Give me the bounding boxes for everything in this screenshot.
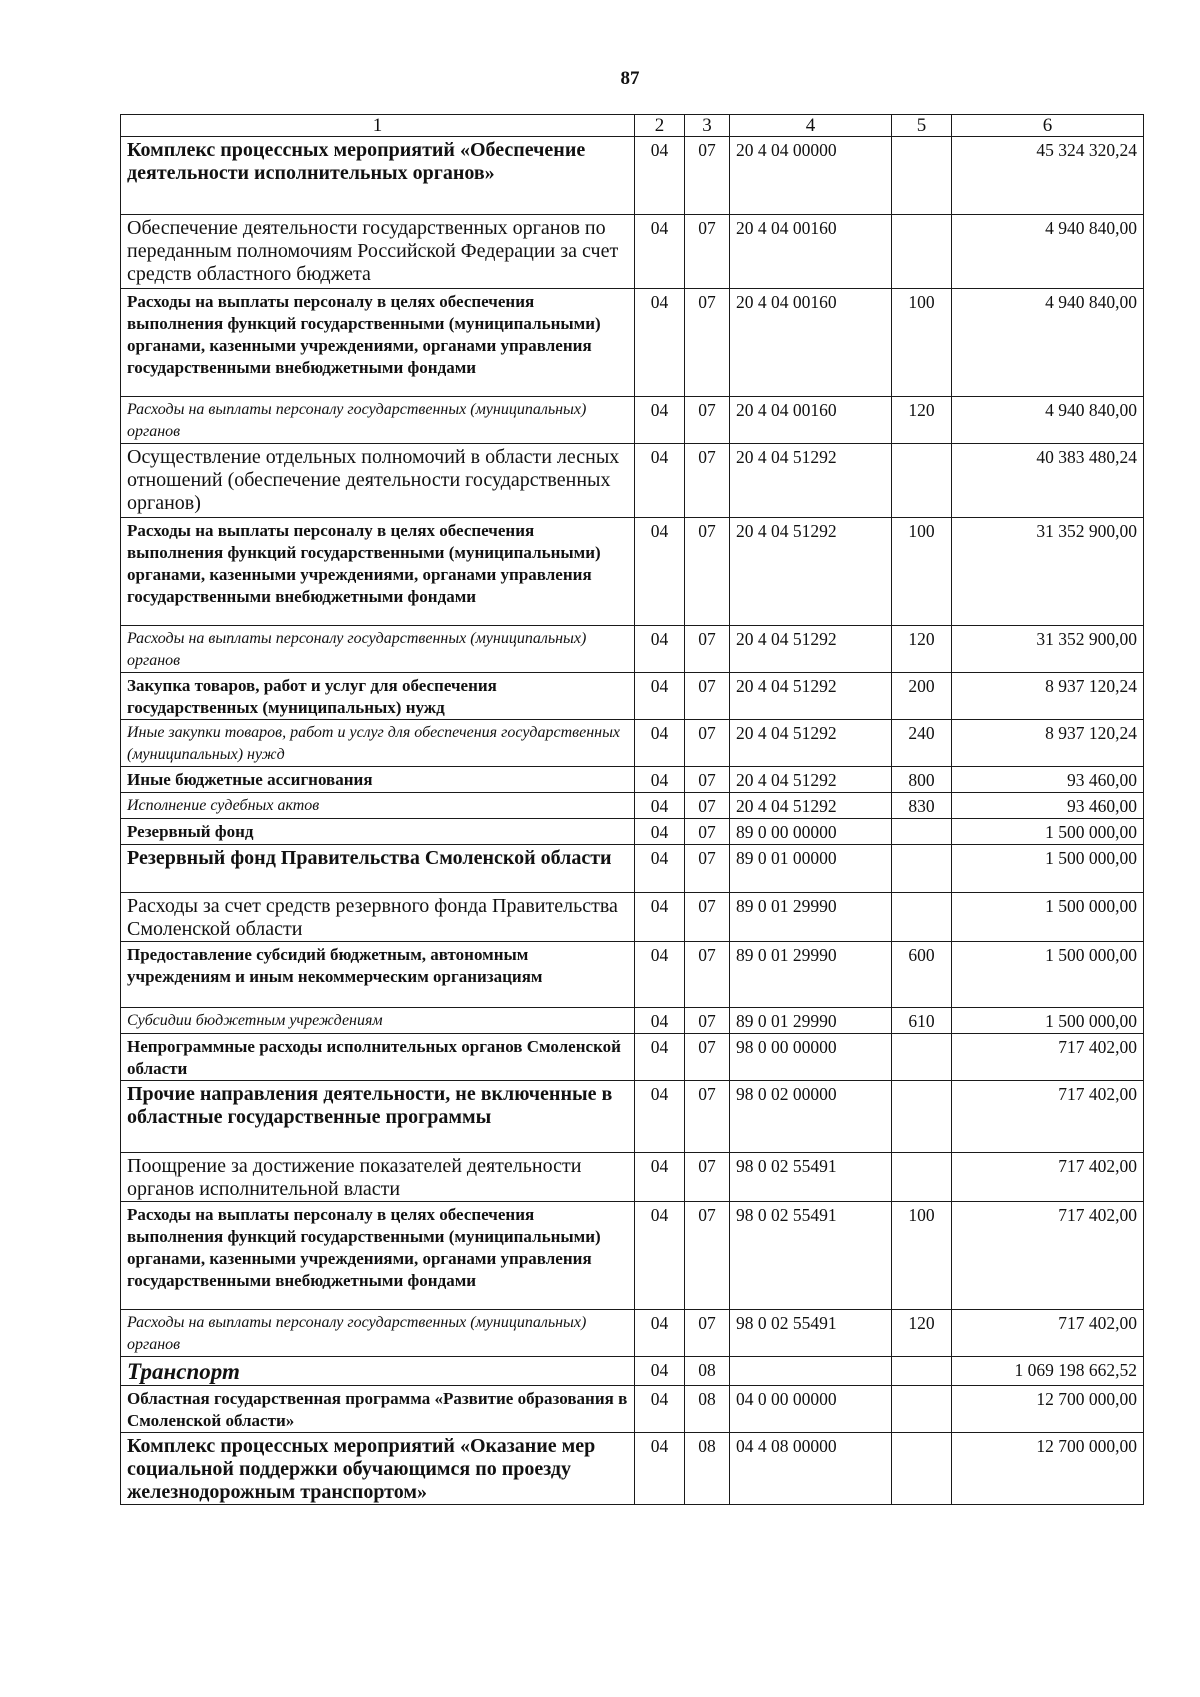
row-section: 04	[635, 626, 685, 673]
row-section: 04	[635, 518, 685, 626]
table-row	[121, 942, 1144, 1008]
row-amount: 717 402,00	[952, 1081, 1144, 1153]
row-subsection: 07	[685, 793, 730, 819]
row-name: Комплекс процессных мероприятий «Оказание мер социальной поддержки обучающимся по проезду железнодорожным транспортом»	[121, 1433, 635, 1505]
table-row	[121, 1008, 1144, 1034]
table-row	[121, 1081, 1144, 1153]
row-name: Непрограммные расходы исполнительных органов Смоленской области	[121, 1034, 635, 1081]
table-row	[121, 444, 1144, 518]
row-expense-type: 240	[892, 720, 952, 767]
row-section: 04	[635, 1386, 685, 1433]
row-amount: 717 402,00	[952, 1310, 1144, 1357]
row-amount: 40 383 480,24	[952, 444, 1144, 518]
table-row	[121, 1153, 1144, 1202]
row-name: Обеспечение деятельности государственных органов по переданным полномочиям Российской Федерации за счет средств областного бюджета	[121, 215, 635, 289]
row-subsection: 07	[685, 397, 730, 444]
row-section: 04	[635, 215, 685, 289]
row-expense-type	[892, 893, 952, 942]
table-row	[121, 137, 1144, 215]
row-subsection: 07	[685, 819, 730, 845]
row-target-article: 98 0 02 55491	[730, 1310, 892, 1357]
row-amount: 4 940 840,00	[952, 397, 1144, 444]
row-target-article: 20 4 04 00000	[730, 137, 892, 215]
row-name: Иные бюджетные ассигнования	[121, 767, 635, 793]
row-name: Субсидии бюджетным учреждениям	[121, 1008, 635, 1034]
row-target-article: 98 0 00 00000	[730, 1034, 892, 1081]
row-expense-type	[892, 444, 952, 518]
row-subsection: 08	[685, 1357, 730, 1386]
row-target-article: 98 0 02 55491	[730, 1202, 892, 1310]
table-row	[121, 819, 1144, 845]
row-amount: 93 460,00	[952, 793, 1144, 819]
row-amount: 717 402,00	[952, 1034, 1144, 1081]
row-subsection: 07	[685, 215, 730, 289]
row-subsection: 07	[685, 1153, 730, 1202]
header-col-4: 4	[730, 115, 892, 137]
table-row	[121, 1034, 1144, 1081]
header-col-1: 1	[121, 115, 635, 137]
row-expense-type	[892, 819, 952, 845]
row-subsection: 08	[685, 1433, 730, 1505]
table-header-row	[121, 115, 1144, 137]
row-target-article: 89 0 01 29990	[730, 1008, 892, 1034]
table-row	[121, 720, 1144, 767]
row-amount: 1 069 198 662,52	[952, 1357, 1144, 1386]
row-expense-type	[892, 1357, 952, 1386]
row-target-article: 20 4 04 00160	[730, 215, 892, 289]
row-amount: 717 402,00	[952, 1153, 1144, 1202]
row-expense-type	[892, 845, 952, 893]
row-amount: 45 324 320,24	[952, 137, 1144, 215]
table-row	[121, 518, 1144, 626]
row-amount: 93 460,00	[952, 767, 1144, 793]
row-target-article	[730, 1357, 892, 1386]
row-section: 04	[635, 1202, 685, 1310]
row-section: 04	[635, 1310, 685, 1357]
row-section: 04	[635, 1081, 685, 1153]
row-target-article: 89 0 01 00000	[730, 845, 892, 893]
row-subsection: 07	[685, 137, 730, 215]
row-amount: 1 500 000,00	[952, 1008, 1144, 1034]
row-name: Областная государственная программа «Развитие образования в Смоленской области»	[121, 1386, 635, 1433]
row-expense-type: 610	[892, 1008, 952, 1034]
table-row	[121, 793, 1144, 819]
row-subsection: 07	[685, 767, 730, 793]
row-subsection: 07	[685, 289, 730, 397]
row-name: Расходы на выплаты персоналу государственных (муниципальных) органов	[121, 626, 635, 673]
row-expense-type	[892, 215, 952, 289]
row-subsection: 07	[685, 720, 730, 767]
row-name: Расходы на выплаты персоналу в целях обеспечения выполнения функций государственными (муниципальными) органами, казенными учреждениями, органами управления государственными внебюджетными фондами	[121, 1202, 635, 1310]
row-target-article: 04 4 08 00000	[730, 1433, 892, 1505]
table-row	[121, 1433, 1144, 1505]
row-subsection: 07	[685, 942, 730, 1008]
row-expense-type	[892, 1386, 952, 1433]
row-name: Закупка товаров, работ и услуг для обеспечения государственных (муниципальных) нужд	[121, 673, 635, 720]
row-section: 04	[635, 397, 685, 444]
row-expense-type: 600	[892, 942, 952, 1008]
row-name: Иные закупки товаров, работ и услуг для обеспечения государственных (муниципальных) нужд	[121, 720, 635, 767]
row-subsection: 07	[685, 1202, 730, 1310]
row-name: Резервный фонд	[121, 819, 635, 845]
row-expense-type: 120	[892, 626, 952, 673]
table-row	[121, 626, 1144, 673]
row-section: 04	[635, 289, 685, 397]
row-amount: 1 500 000,00	[952, 942, 1144, 1008]
page-number: 87	[620, 68, 640, 89]
row-section: 04	[635, 1433, 685, 1505]
row-target-article: 20 4 04 51292	[730, 767, 892, 793]
table-row	[121, 1386, 1144, 1433]
row-target-article: 20 4 04 51292	[730, 673, 892, 720]
row-amount: 1 500 000,00	[952, 893, 1144, 942]
row-expense-type	[892, 1081, 952, 1153]
row-section: 04	[635, 673, 685, 720]
row-expense-type	[892, 1153, 952, 1202]
table-row	[121, 893, 1144, 942]
row-expense-type	[892, 137, 952, 215]
row-name: Исполнение судебных актов	[121, 793, 635, 819]
row-section: 04	[635, 1034, 685, 1081]
row-expense-type	[892, 1433, 952, 1505]
row-section: 04	[635, 942, 685, 1008]
row-target-article: 20 4 04 00160	[730, 397, 892, 444]
row-section: 04	[635, 1153, 685, 1202]
row-expense-type: 100	[892, 289, 952, 397]
row-section: 04	[635, 893, 685, 942]
row-subsection: 07	[685, 1310, 730, 1357]
row-section: 04	[635, 1008, 685, 1034]
row-target-article: 20 4 04 51292	[730, 720, 892, 767]
table-body	[121, 137, 1144, 1505]
row-amount: 12 700 000,00	[952, 1386, 1144, 1433]
row-section: 04	[635, 137, 685, 215]
table-row	[121, 289, 1144, 397]
row-subsection: 07	[685, 444, 730, 518]
row-target-article: 20 4 04 51292	[730, 518, 892, 626]
row-amount: 31 352 900,00	[952, 518, 1144, 626]
row-section: 04	[635, 767, 685, 793]
row-name: Прочие направления деятельности, не включенные в областные государственные программы	[121, 1081, 635, 1153]
row-section: 04	[635, 1357, 685, 1386]
row-amount: 717 402,00	[952, 1202, 1144, 1310]
row-name: Расходы на выплаты персоналу государственных (муниципальных) органов	[121, 1310, 635, 1357]
row-section: 04	[635, 720, 685, 767]
row-name: Комплекс процессных мероприятий «Обеспечение деятельности исполнительных органов»	[121, 137, 635, 215]
row-name: Предоставление субсидий бюджетным, автономным учреждениям и иным некоммерческим организациям	[121, 942, 635, 1008]
row-subsection: 08	[685, 1386, 730, 1433]
header-col-3: 3	[685, 115, 730, 137]
row-subsection: 07	[685, 1034, 730, 1081]
row-section: 04	[635, 444, 685, 518]
row-expense-type: 100	[892, 518, 952, 626]
row-expense-type: 830	[892, 793, 952, 819]
row-target-article: 20 4 04 00160	[730, 289, 892, 397]
row-amount: 1 500 000,00	[952, 845, 1144, 893]
table-row	[121, 215, 1144, 289]
row-section: 04	[635, 793, 685, 819]
row-subsection: 07	[685, 518, 730, 626]
row-subsection: 07	[685, 845, 730, 893]
row-name: Расходы на выплаты персоналу в целях обеспечения выполнения функций государственными (муниципальными) органами, казенными учреждениями, органами управления государственными внебюджетными фондами	[121, 289, 635, 397]
row-amount: 4 940 840,00	[952, 289, 1144, 397]
row-target-article: 98 0 02 00000	[730, 1081, 892, 1153]
table-row	[121, 1202, 1144, 1310]
row-target-article: 20 4 04 51292	[730, 626, 892, 673]
header-col-2: 2	[635, 115, 685, 137]
row-subsection: 07	[685, 1081, 730, 1153]
row-section: 04	[635, 819, 685, 845]
row-amount: 31 352 900,00	[952, 626, 1144, 673]
table-row	[121, 767, 1144, 793]
row-target-article: 04 0 00 00000	[730, 1386, 892, 1433]
row-amount: 4 940 840,00	[952, 215, 1144, 289]
table-row	[121, 397, 1144, 444]
row-name: Поощрение за достижение показателей деятельности органов исполнительной власти	[121, 1153, 635, 1202]
row-expense-type	[892, 1034, 952, 1081]
table-row	[121, 1357, 1144, 1386]
row-amount: 8 937 120,24	[952, 673, 1144, 720]
row-target-article: 89 0 01 29990	[730, 893, 892, 942]
row-name: Осуществление отдельных полномочий в области лесных отношений (обеспечение деятельности государственных органов)	[121, 444, 635, 518]
table-row	[121, 845, 1144, 893]
row-amount: 8 937 120,24	[952, 720, 1144, 767]
row-subsection: 07	[685, 626, 730, 673]
table-row	[121, 673, 1144, 720]
row-name: Расходы на выплаты персоналу государственных (муниципальных) органов	[121, 397, 635, 444]
row-amount: 1 500 000,00	[952, 819, 1144, 845]
table-row	[121, 1310, 1144, 1357]
row-target-article: 20 4 04 51292	[730, 793, 892, 819]
row-section: 04	[635, 845, 685, 893]
row-expense-type: 200	[892, 673, 952, 720]
row-expense-type: 800	[892, 767, 952, 793]
row-expense-type: 100	[892, 1202, 952, 1310]
row-expense-type: 120	[892, 1310, 952, 1357]
row-subsection: 07	[685, 893, 730, 942]
row-amount: 12 700 000,00	[952, 1433, 1144, 1505]
header-col-5: 5	[892, 115, 952, 137]
row-subsection: 07	[685, 673, 730, 720]
header-col-6: 6	[952, 115, 1144, 137]
row-target-article: 89 0 00 00000	[730, 819, 892, 845]
row-subsection: 07	[685, 1008, 730, 1034]
budget-table	[120, 114, 1144, 1505]
row-target-article: 98 0 02 55491	[730, 1153, 892, 1202]
row-name: Резервный фонд Правительства Смоленской области	[121, 845, 635, 893]
row-target-article: 89 0 01 29990	[730, 942, 892, 1008]
row-name: Транспорт	[121, 1357, 635, 1386]
row-name: Расходы за счет средств резервного фонда Правительства Смоленской области	[121, 893, 635, 942]
row-expense-type: 120	[892, 397, 952, 444]
row-name: Расходы на выплаты персоналу в целях обеспечения выполнения функций государственными (муниципальными) органами, казенными учреждениями, органами управления государственными внебюджетными фондами	[121, 518, 635, 626]
row-target-article: 20 4 04 51292	[730, 444, 892, 518]
